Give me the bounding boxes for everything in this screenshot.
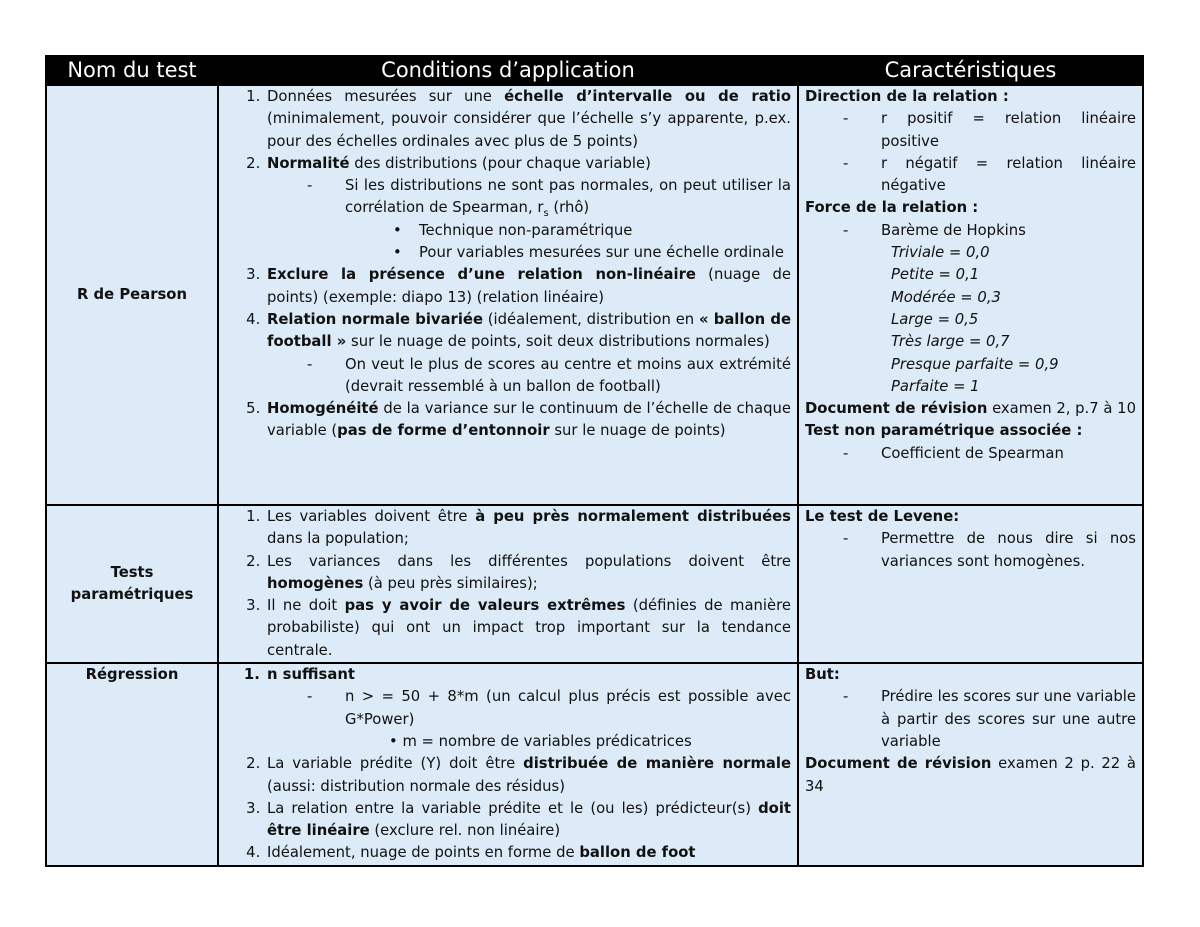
sub-item: - On veut le plus de scores au centre et moins aux extrémité (devrait ressemblé à un ballon de football): [305, 354, 791, 399]
condition-item: 1. Les variables doivent être à peu près normalement distribuées dans la population;: [265, 506, 791, 551]
conditions-parametric: [218, 505, 798, 663]
bullet-item: • Technique non-paramétrique: [387, 220, 791, 242]
revision-doc: Document de révision examen 2 p. 22 à 34: [805, 755, 1136, 795]
row-regression: [46, 663, 1143, 866]
hopkins-scale-item: Modérée = 0,3: [891, 288, 1001, 306]
nonparam-item: - Coefficient de Spearman: [841, 443, 1136, 465]
nonparam-title: Test non paramétrique associée :: [805, 422, 1083, 440]
characteristics-regression: [798, 663, 1143, 866]
conditions-regression: [218, 663, 798, 866]
direction-item: - r négatif = relation linéaire négative: [841, 153, 1136, 198]
hopkins-scale-item: Large = 0,5: [891, 310, 979, 328]
condition-item: 5. Homogénéité de la variance sur le continuum de l’échelle de chaque variable (pas de forme d’entonnoir sur le nuage de points): [265, 398, 791, 443]
header-conditions: Conditions d’application: [218, 56, 798, 85]
hopkins-scale-item: Parfaite = 1: [891, 377, 980, 395]
characteristics-parametric: [798, 505, 1143, 663]
force-title: Force de la relation :: [805, 199, 979, 217]
bullet-item: • Pour variables mesurées sur une échelle ordinale: [387, 242, 791, 264]
direction-title: Direction de la relation :: [805, 88, 1009, 105]
test-name-regression: Régression: [46, 663, 218, 866]
direction-item: - r positif = relation linéaire positive: [841, 108, 1136, 153]
summary-table: [45, 55, 1144, 867]
hopkins-scale-item: Très large = 0,7: [891, 333, 1010, 351]
hopkins-scale-item: Petite = 0,1: [891, 266, 980, 284]
condition-item: 2. Les variances dans les différentes populations doivent être homogènes (à peu près similaires);: [265, 551, 791, 596]
header-row: [46, 56, 1143, 85]
condition-item: 1. n suffisant - n > = 50 + 8*m (un calcul plus précis est possible avec G*Power) • m = nombre de variables prédicatrices: [265, 664, 791, 753]
row-parametric: [46, 505, 1143, 663]
sub-item: - n > = 50 + 8*m (un calcul plus précis est possible avec G*Power) • m = nombre de variables prédicatrices: [305, 686, 791, 753]
header-caracteristiques: Caractéristiques: [798, 56, 1143, 85]
force-item: - Barème de Hopkins: [841, 220, 1136, 242]
condition-item: 3. Il ne doit pas y avoir de valeurs extrêmes (définies de manière probabiliste) qui ont un impact trop important sur la tendance centrale.: [265, 595, 791, 662]
condition-item: 2. Normalité des distributions (pour chaque variable) - Si les distributions ne sont pas normales, on peut utiliser la corrélation de Spearman, $r_s$ (rhô) • Technique non-paramétrique • Pour variables mesurées sur une échelle ordinale: [265, 153, 791, 264]
condition-item: 4. Idéalement, nuage de points en forme de ballon de foot: [265, 842, 791, 864]
row-pearson: [46, 85, 1143, 505]
hopkins-scale-item: Triviale = 0,0: [891, 244, 990, 262]
condition-item: 3. Exclure la présence d’une relation non-linéaire (nuage de points) (exemple: diapo 13) (relation linéaire): [265, 264, 791, 309]
test-name-parametric: Tests paramétriques: [46, 505, 218, 663]
levene-item: - Permettre de nous dire si nos variances sont homogènes.: [841, 528, 1136, 573]
levene-title: Le test de Levene:: [805, 508, 960, 525]
revision-doc: Document de révision examen 2, p.7 à 10: [805, 400, 1136, 418]
condition-item: 1. Données mesurées sur une échelle d’intervalle ou de ratio (minimalement, pouvoir considérer que l’échelle s’y apparente, p.ex. pour des échelles ordinales avec plus de 5 points): [265, 86, 791, 153]
conditions-pearson: [218, 85, 798, 505]
hopkins-scale-item: Presque parfaite = 0,9: [891, 355, 1059, 373]
condition-item: 3. La relation entre la variable prédite et le (ou les) prédicteur(s) doit être linéaire (exclure rel. non linéaire): [265, 798, 791, 843]
condition-item: 4. Relation normale bivariée (idéalement, distribution en « ballon de football » sur le nuage de points, soit deux distributions normales) - On veut le plus de scores au centre et moins aux extrémité (devrait ressemblé à un ballon de football): [265, 309, 791, 398]
bullet-item: • m = nombre de variables prédicatrices: [389, 732, 692, 750]
sub-item: - Si les distributions ne sont pas normales, on peut utiliser la corrélation de Spearman, $r_s$ (rhô) • Technique non-paramétrique • Pour variables mesurées sur une échelle ordinale: [305, 175, 791, 264]
goal-item: - Prédire les scores sur une variable à partir des scores sur une autre variable: [841, 686, 1136, 753]
test-name-pearson: R de Pearson: [46, 85, 218, 505]
header-nom-du-test: Nom du test: [46, 56, 218, 85]
goal-title: But:: [805, 666, 840, 684]
condition-item: 2. La variable prédite (Y) doit être distribuée de manière normale (aussi: distribution normale des résidus): [265, 753, 791, 798]
characteristics-pearson: [798, 85, 1143, 505]
